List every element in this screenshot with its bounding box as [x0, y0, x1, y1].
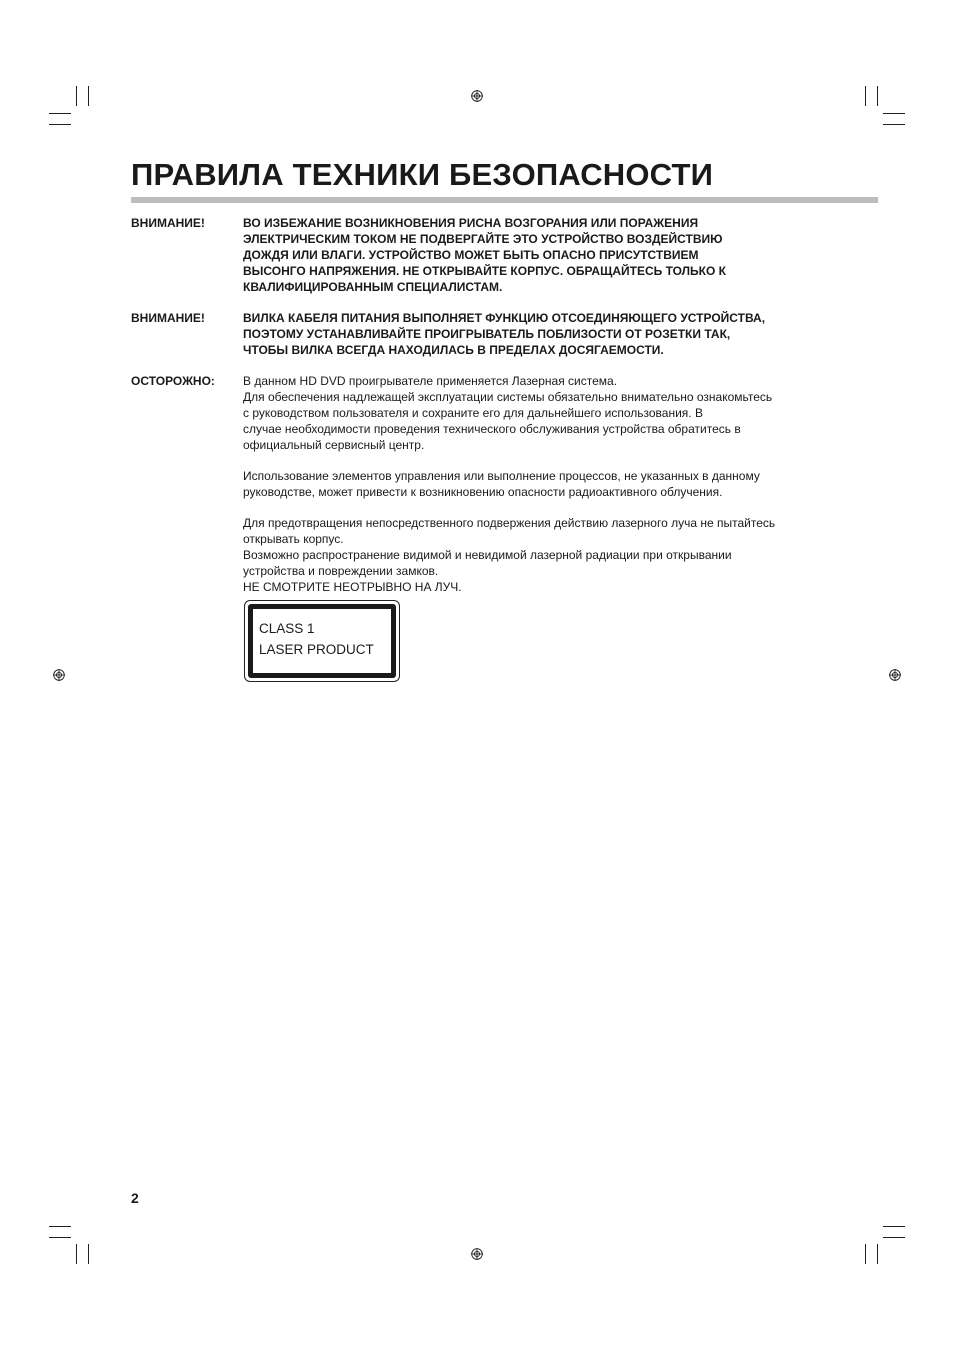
- text-line: ВИЛКА КАБЕЛЯ ПИТАНИЯ ВЫПОЛНЯЕТ ФУНКЦИЮ ОТСОЕДИНЯЮЩЕГО УСТРОЙСТВА,: [243, 311, 766, 325]
- text-line: ВО ИЗБЕЖАНИЕ ВОЗНИКНОВЕНИЯ РИСНА ВОЗГОРАНИЯ ИЛИ ПОРАЖЕНИЯ: [243, 216, 699, 230]
- text-line: Для обеспечения надлежащей эксплуатации системы обязательно внимательно ознакомьтесь: [243, 390, 773, 404]
- warning-label: ВНИМАНИЕ!: [131, 216, 205, 230]
- registration-mark-icon: [471, 90, 483, 102]
- text-line: с руководством пользователя и сохраните его для дальнейшего использования. В: [243, 406, 703, 420]
- crop-mark: [865, 1244, 866, 1264]
- text-line: НЕ СМОТРИТЕ НЕОТРЫВНО НА ЛУЧ.: [243, 580, 462, 594]
- crop-mark: [883, 124, 905, 125]
- text-line: ЧТОБЫ ВИЛКА ВСЕГДА НАХОДИЛАСЬ В ПРЕДЕЛАХ ДОСЯГАЕМОСТИ.: [243, 343, 664, 357]
- laser-product-text: LASER PRODUCT: [259, 642, 374, 657]
- crop-mark: [883, 1237, 905, 1238]
- crop-mark: [88, 1244, 89, 1264]
- crop-mark: [76, 1244, 77, 1264]
- text-line: руководстве, может привести к возникновению опасности радиоактивного облучения.: [243, 485, 723, 499]
- crop-mark: [49, 113, 71, 114]
- crop-mark: [877, 1244, 878, 1264]
- paragraph-gap: [243, 500, 843, 515]
- crop-mark: [883, 113, 905, 114]
- text-line: ДОЖДЯ ИЛИ ВЛАГИ. УСТРОЙСТВО МОЖЕТ БЫТЬ ОПАСНО ПРИСУТСТВИЕМ: [243, 248, 699, 262]
- laser-class-label: [244, 600, 400, 682]
- text-line: ВЫСОНГО НАПРЯЖЕНИЯ. НЕ ОТКРЫВАЙТЕ КОРПУС. ОБРАЩАЙТЕСЬ ТОЛЬКО К: [243, 264, 726, 278]
- crop-mark: [883, 1226, 905, 1227]
- registration-mark-icon: [53, 669, 65, 681]
- paragraph-gap: [243, 453, 843, 468]
- page-title: ПРАВИЛА ТЕХНИКИ БЕЗОПАСНОСТИ: [131, 157, 714, 192]
- warning-text: [243, 310, 843, 358]
- laser-label-frame: [248, 604, 396, 678]
- text-line: устройства и повреждении замков.: [243, 564, 439, 578]
- crop-mark: [76, 86, 77, 106]
- warning-label: ВНИМАНИЕ!: [131, 311, 205, 325]
- crop-mark: [88, 86, 89, 106]
- crop-mark: [49, 1226, 71, 1227]
- text-line: Возможно распространение видимой и невидимой лазерной радиации при открывании: [243, 548, 732, 562]
- text-line: Для предотвращения непосредственного подвержения действию лазерного луча не пытайтесь: [243, 516, 776, 530]
- page-number: 2: [131, 1190, 139, 1206]
- text-line: официальный сервисный центр.: [243, 438, 425, 452]
- text-line: ПОЭТОМУ УСТАНАВЛИВАЙТЕ ПРОИГРЫВАТЕЛЬ ПОБЛИЗОСТИ ОТ РОЗЕТКИ ТАК,: [243, 327, 731, 341]
- title-rule: [131, 197, 878, 203]
- crop-mark: [49, 124, 71, 125]
- text-line: случае необходимости проведения технического обслуживания устройства обратитесь в: [243, 422, 741, 436]
- text-line: В данном HD DVD проигрывателе применяется Лазерная система.: [243, 374, 618, 388]
- registration-mark-icon: [889, 669, 901, 681]
- crop-mark: [877, 86, 878, 106]
- caution-label: ОСТОРОЖНО:: [131, 374, 215, 388]
- text-line: КВАЛИФИЦИРОВАННЫМ СПЕЦИАЛИСТАМ.: [243, 280, 503, 294]
- caution-text: [243, 373, 843, 595]
- crop-mark: [49, 1237, 71, 1238]
- text-line: Использование элементов управления или выполнение процессов, не указанных в данному: [243, 469, 760, 483]
- laser-class-text: CLASS 1: [259, 621, 315, 636]
- crop-mark: [865, 86, 866, 106]
- registration-mark-icon: [471, 1248, 483, 1260]
- text-line: ЭЛЕКТРИЧЕСКИМ ТОКОМ НЕ ПОДВЕРГАЙТЕ ЭТО УСТРОЙСТВО ВОЗДЕЙСТВИЮ: [243, 232, 723, 246]
- warning-text: [243, 215, 843, 295]
- text-line: открывать корпус.: [243, 532, 344, 546]
